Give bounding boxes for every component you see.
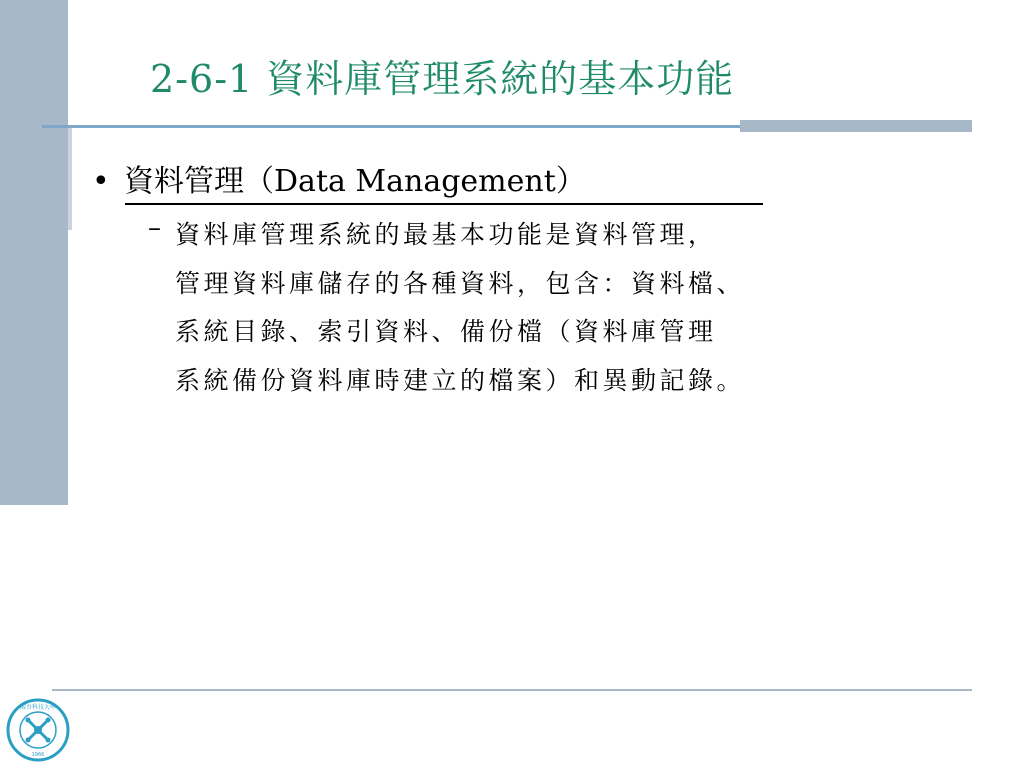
- sub-line-4: 系統備份資料庫時建立的檔案）和異動記錄。: [175, 365, 746, 395]
- footer-divider: [52, 689, 972, 691]
- left-accent-bar: [0, 0, 68, 505]
- bullet-text: 資料管理（Data Management）: [124, 164, 586, 199]
- bullet-item: [92, 156, 586, 200]
- sub-bullet-text: [175, 211, 965, 405]
- sub-line-3: 系統目錄、索引資料、備份檔（資料庫管理: [175, 317, 717, 346]
- bullet-marker: •: [92, 164, 110, 199]
- sub-line-1: 資料庫管理系統的最基本功能是資料管理，: [175, 220, 717, 249]
- title-divider-block: [740, 120, 972, 132]
- slide-title: 2-6-1 資料庫管理系統的基本功能: [150, 57, 735, 101]
- sub-line-2: 管理資料庫儲存的各種資料，包含：資料檔、: [175, 268, 746, 298]
- left-accent-shadow: [68, 125, 72, 230]
- logo-emblem-icon: [6, 698, 70, 762]
- bullet-underline: [125, 203, 763, 205]
- university-logo: [6, 698, 70, 762]
- logo-top-text: 醒吾科技大學: [19, 704, 57, 711]
- sub-bullet-marker: –: [148, 213, 161, 243]
- logo-year: 1966: [31, 752, 45, 758]
